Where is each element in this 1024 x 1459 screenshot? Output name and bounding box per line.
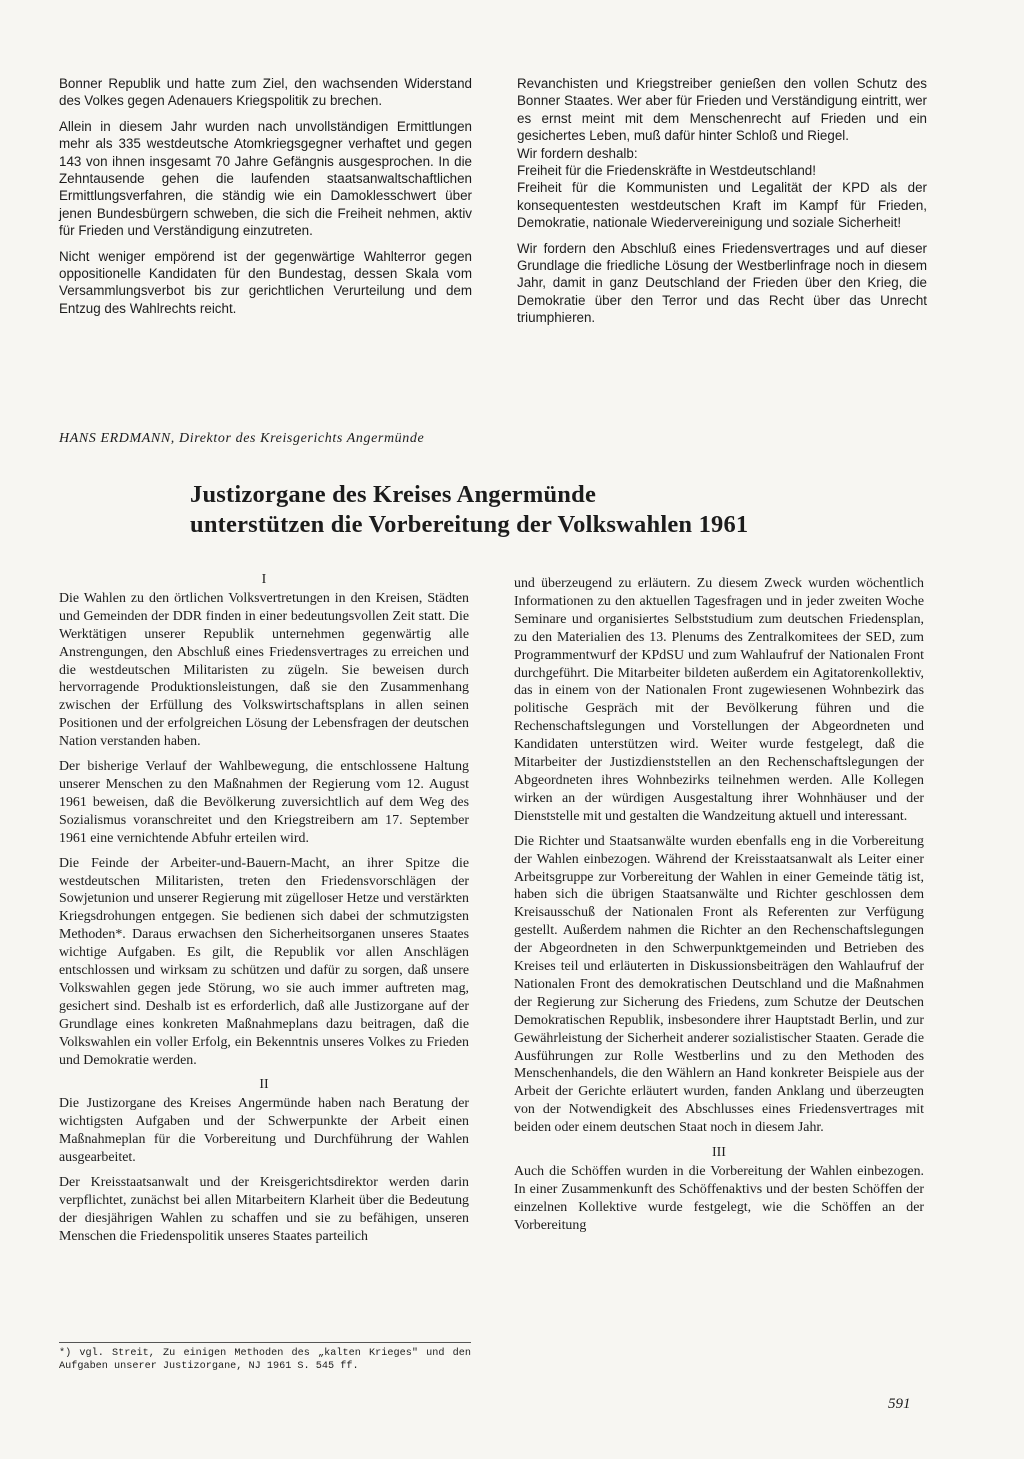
paragraph: Freiheit für die Kommunisten und Legalität der KPD als der konsequentesten westdeutschen Kraft im Kampf für Frieden, Demokratie, nationale Wiedervereinigung und soziale Sicherheit! <box>517 180 927 231</box>
title-line-1: Justizorgane des Kreises Angermünde <box>190 481 597 508</box>
paragraph: Allein in diesem Jahr wurden nach unvollständigen Ermittlungen mehr als 335 westdeutsche Atomkriegsgegner verhaftet und gegen 143 von ihnen insgesamt 70 Jahre Gefängnis ausgesprochen. In die Zehntausende gehen die laufenden staatsanwaltschaftlichen Ermittlungsverfahren, die ständig wie ein Damoklesschwert über jenen Bundesbürgern schweben, die sich die Freiheit nehmen, aktiv für Frieden und Verständigung einzutreten. <box>59 118 472 239</box>
article-title <box>190 480 890 540</box>
body-right-column <box>514 575 924 1242</box>
paragraph: Freiheit für die Friedenskräfte in Westdeutschland! <box>517 163 816 179</box>
paragraph: Die Feinde der Arbeiter-und-Bauern-Macht, an ihrer Spitze die westdeutschen Militaristen, treten den Friedensvorschlägen der Sowjetunion und unserer Regierung mit zügelloser Hetze und verstärkten Kriegsdrohungen entgegen. Sie bedienen sich dabei der schmutzigsten Methoden*. Daraus erwachsen den Sicherheitsorganen unseres Staates wichtige Aufgaben. Es gilt, die Republik vor allen Anschlägen entschlossen und wirksam zu schützen und dafür zu sorgen, daß unsere Volkswahlen gegen jede Störung, wo sie auch immer auftreten mag, gesichert sind. Deshalb ist es erforderlich, daß alle Justizorgane auf der Grundlage eines konkreten Maßnahmeplans dazu beitragen, daß die Volkswahlen ein voller Erfolg, ein Bekenntnis unseres Volkes zu Frieden und Demokratie werden. <box>59 855 469 1068</box>
top-right-column <box>517 75 927 335</box>
author-line: HANS ERDMANN, Direktor des Kreisgerichts Angermünde <box>59 431 425 446</box>
section-heading: I <box>261 572 267 587</box>
paragraph: Nicht weniger empörend ist der gegenwärtige Wahlterror gegen oppositionelle Kandidaten für den Bundestag, dessen Skala vom Versammlungsverbot bis zur gerichtlichen Verurteilung und dem Entzug des Wahlrechts reicht. <box>59 248 472 316</box>
section-heading: III <box>712 1145 726 1161</box>
paragraph: Die Wahlen zu den örtlichen Volksvertretungen in den Kreisen, Städten und Gemeinden der DDR finden in einer bedeutungsvollen Zeit statt. Die Werktätigen unserer Republik unternehmen gegenwärtig alle Anstrengungen, den Abschluß eines Friedensvertrages zu erreichen und die westdeutschen Militaristen zu zügeln. Sie beweisen durch hervorragende Produktionsleistungen, daß sie den Zusammenhang zwischen der Erfüllung des Volkswirtschaftsplans in allen seinen Positionen und der erfolgreichen Lösung der Lebensfragen der deutschen Nation verstanden haben. <box>59 590 469 750</box>
footnote: *) vgl. Streit, Zu einigen Methoden des „kalten Krieges" und den Aufgaben unserer Justizorgane, NJ 1961 S. 545 ff. <box>59 1342 471 1373</box>
paragraph: Revanchisten und Kriegstreiber genießen den vollen Schutz des Bonner Staates. Wer aber für Frieden und Verständigung eintritt, wer es ernst meint mit dem Menschenrecht auf Frieden und ein gesichertes Leben, muß dafür hinter Schloß und Riegel. <box>517 76 927 144</box>
top-left-column <box>59 75 472 325</box>
paragraph: Der bisherige Verlauf der Wahlbewegung, die entschlossene Haltung unserer Menschen zu den Maßnahmen der Regierung vom 12. August 1961 beweisen, daß die Bevölkerung zuversichtlich auf dem Weg des Sozialismus voranschreitet und den Kriegstreibern am 17. September 1961 eine vernichtende Abfuhr erteilen wird. <box>59 759 469 846</box>
paragraph: Der Kreisstaatsanwalt und der Kreisgerichtsdirektor werden darin verpflichtet, zunächst bei allen Mitarbeitern Klarheit über die Bedeutung der diesjährigen Wahlen zu schaffen und sie zu befähigen, unseren Menschen die Friedenspolitik unseres Staates parteilich <box>59 1175 469 1244</box>
paragraph: Wir fordern den Abschluß eines Friedensvertrages und auf dieser Grundlage die friedliche Lösung der Westberlinfrage noch in diesem Jahr, damit in ganz Deutschland der Frieden über den Krieg, die Demokratie über den Terror und das Recht über das Unrecht triumphieren. <box>517 240 927 326</box>
body-left-column <box>59 569 469 1253</box>
title-line-2: unterstützen die Vorbereitung der Volkswahlen 1961 <box>190 511 749 538</box>
page-number: 591 <box>888 1396 911 1412</box>
paragraph: Die Richter und Staatsanwälte wurden ebenfalls eng in die Vorbereitung der Wahlen einbezogen. Während der Kreisstaatsanwalt als Leiter einer Arbeitsgruppe zur Vorbereitung der Wahlen in einer Gemeinde tätig ist, haben sich die übrigen Staatsanwälte und Richter geschlossen dem Kreisausschuß der Nationalen Front als Referenten zur Verfügung gestellt. Außerdem nahmen die Richter an den Rechenschaftslegungen der Abgeordneten in den Schwerpunktgemeinden und Betrieben des Kreises teil und erläuterten in Diskussionsbeiträgen den Wahlaufruf der Nationalen Front des demokratischen Deutschland und die Maßnahmen der Regierung zur Sicherung des Friedens, zum Schutze der Deutschen Demokratischen Republik, insbesondere ihrer Hauptstadt Berlin, und zur Gewährleistung der Sicherheit anderer sozialistischer Staaten. Gerade die Ausführungen zur Rolle Westberlins und zu den Methoden des Menschenhandels, die den Wählern an Hand konkreter Beispiele aus der Arbeit der Gerichte erläutert wurden, fanden Anklang und überzeugten von der Notwendigkeit des Abschlusses eines Friedensvertrages mit beiden oder einem deutschen Staat noch in diesem Jahr. <box>514 833 924 1136</box>
paragraph: und überzeugend zu erläutern. Zu diesem Zweck wurden wöchentlich Informationen zu den aktuellen Tagesfragen und in jeder zweiten Woche Seminare und organisiertes Selbststudium zum deutschen Friedensplan, zu den Materialien des 13. Plenums des Zentralkomitees der SED, zum Programmentwurf der KPdSU und zum Wahlaufruf der Nationalen Front durchgeführt. Die Mitarbeiter bildeten außerdem ein Agitatorenkollektiv, das in einem von der Nationalen Front zugewiesenen Wohnbezirk das politische Gespräch mit der Bevölkerung führen und die Rechenschaftslegungen und Vorstellungen der Abgeordneten und Kandidaten unterstützen wird. Weiter wurde festgelegt, daß die Mitarbeiter der Justizdienststellen an den Rechenschaftslegungen der Abgeordneten ihres Wohnbezirks teilnehmen werden. Alle Kollegen wirken an der würdigen Ausgestaltung ihrer Wohnhäuser und der Dienststelle mit und gestalten die Wandzeitung aktuell und interessant. <box>514 576 924 824</box>
paragraph: Bonner Republik und hatte zum Ziel, den wachsenden Widerstand des Volkes gegen Adenauers Kriegspolitik zu brechen. <box>59 76 472 109</box>
section-heading: II <box>259 1077 269 1093</box>
paragraph: Auch die Schöffen wurden in die Vorbereitung der Wahlen einbezogen. In einer Zusammenkunft des Schöffenaktivs und der besten Schöffen der einzelnen Kollektive wurde festgelegt, wie die Schöffen an der Vorbereitung <box>514 1164 924 1233</box>
paragraph: Die Justizorgane des Kreises Angermünde haben nach Beratung der wichtigsten Aufgaben und der Schwerpunkte der Arbeit einen Maßnahmeplan für die Vorbereitung und Durchführung der Wahlen ausgearbeitet. <box>59 1096 469 1166</box>
paragraph: Wir fordern deshalb: <box>517 145 638 161</box>
